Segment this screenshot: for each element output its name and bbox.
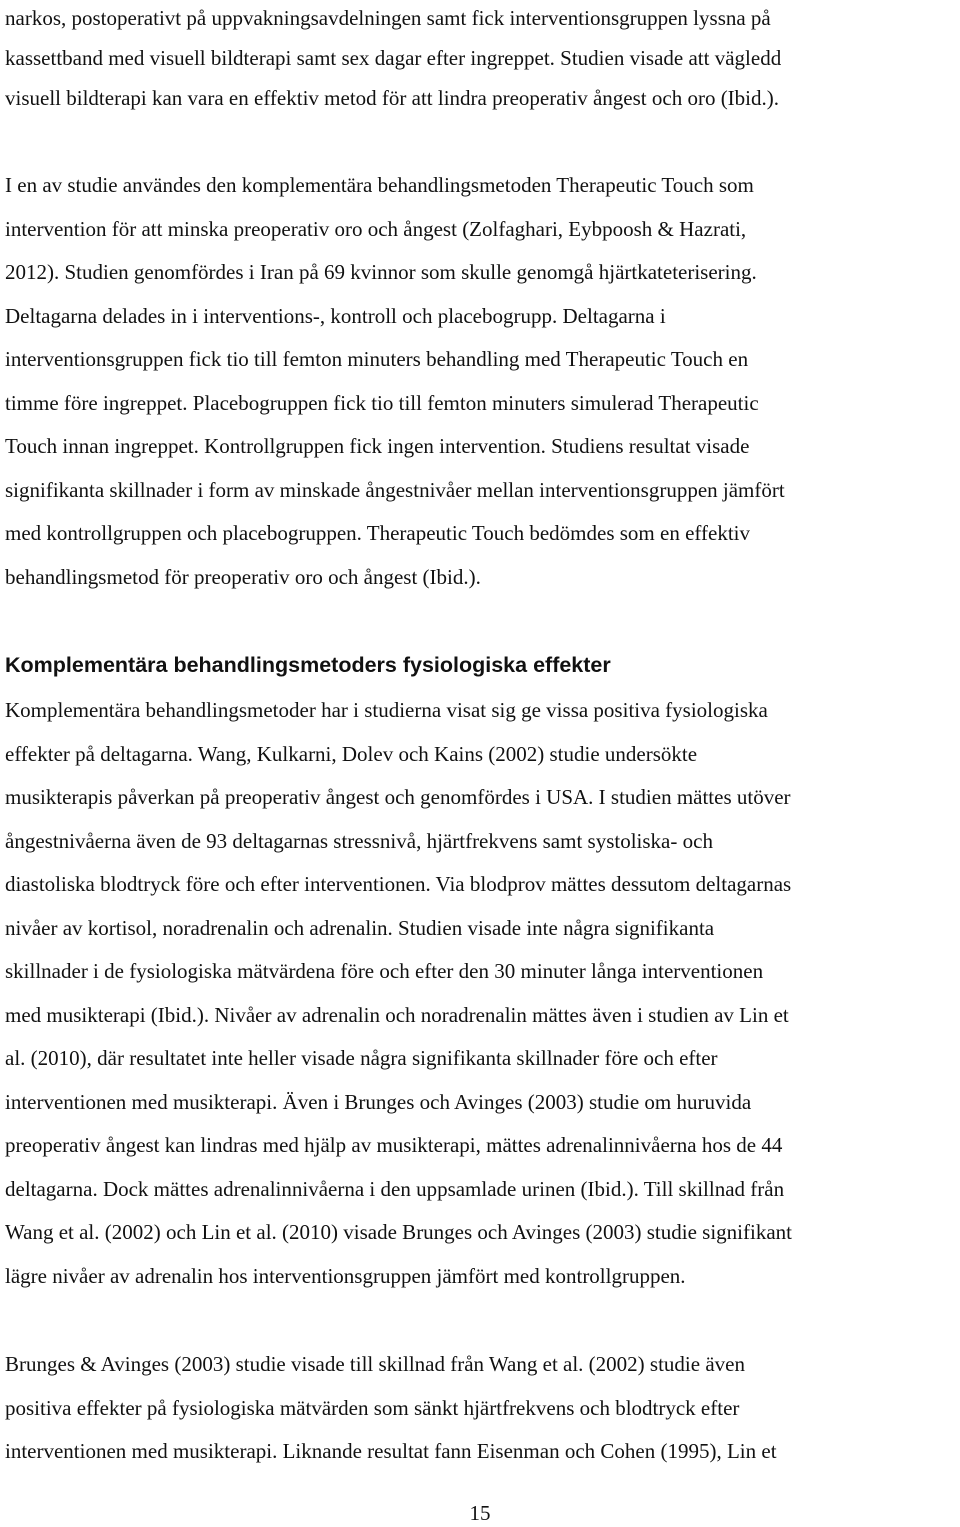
paragraph-therapeutic-touch-study: I en av studie användes den komplementära behandlingsmetoden Therapeutic Touch som intervention för att minska preoperativ oro och ångest (Zolfaghari, Eybpoosh & Hazrati, 2012). Studien genomfördes i Iran på 69 kvinnor som skulle genomgå hjärtkateterisering. Deltagarna delades in i interventions-, kontroll och placebogrupp. Deltagarna i interventionsgruppen fick tio till femton minuters behandling med Therapeutic Touch en timme före ingreppet. Placebogruppen fick tio till femton minuters simulerad Therapeutic Touch innan ingreppet. Kontrollgruppen fick ingen intervention. Studiens resultat visade signifikanta skillnader i form av minskade ångestnivåer mellan interventionsgruppen jämfört med kontrollgruppen och placebogruppen. Therapeutic Touch bedömdes som en effektiv behandlingsmetod för preoperativ oro och ångest (Ibid.). (5, 173, 785, 589)
page-number: 15 (469, 1501, 491, 1525)
paragraph-visual-imagery-conclusion: narkos, postoperativt på uppvakningsavdelningen samt fick interventionsgruppen lyssna på kassettband med visuell bildterapi samt sex dagar efter ingreppet. Studien visade att vägledd visuell bildterapi kan vara en effektiv metod för att lindra preoperativ ångest och oro (Ibid.). (5, 6, 782, 110)
paragraph-brunges-avinges: Brunges & Avinges (2003) studie visade till skillnad från Wang et al. (2002) studie även positiva effekter på fysiologiska mätvärden som sänkt hjärtfrekvens och blodtryck efter interventionen med musikterapi. Liknande resultat fann Eisenman och Cohen (1995), Lin et (5, 1352, 777, 1463)
section-heading: Komplementära behandlingsmetoders fysiologiska effekter (5, 653, 611, 677)
paragraph-physiological-effects: Komplementära behandlingsmetoder har i studierna visat sig ge vissa positiva fysiologiska effekter på deltagarna. Wang, Kulkarni, Dolev och Kains (2002) studie undersökte musikterapis påverkan på preoperativ ångest och genomfördes i USA. I studien mättes utöver ångestnivåerna även de 93 deltagarnas stressnivå, hjärtfrekvens samt systoliska- och diastoliska blodtryck före och efter interventionen. Via blodprov mättes dessutom deltagarnas nivåer av kortisol, noradrenalin och adrenalin. Studien visade inte några signifikanta skillnader i de fysiologiska mätvärdena före och efter den 30 minuter långa interventionen med musikterapi (Ibid.). Nivåer av adrenalin och noradrenalin mättes även i studien av Lin et al. (2010), där resultatet inte heller visade några signifikanta skillnader före och efter interventionen med musikterapi. Även i Brunges och Avinges (2003) studie om huruvida preoperativ ångest kan lindras med hjälp av musikterapi, mättes adrenalinnivåerna hos de 44 deltagarna. Dock mättes adrenalinnivåerna i den uppsamlade urinen (Ibid.). Till skillnad från Wang et al. (2002) och Lin et al. (2010) visade Brunges och Avinges (2003) studie signifikant lägre nivåer av adrenalin hos interventionsgruppen jämfört med kontrollgruppen. (5, 698, 792, 1288)
